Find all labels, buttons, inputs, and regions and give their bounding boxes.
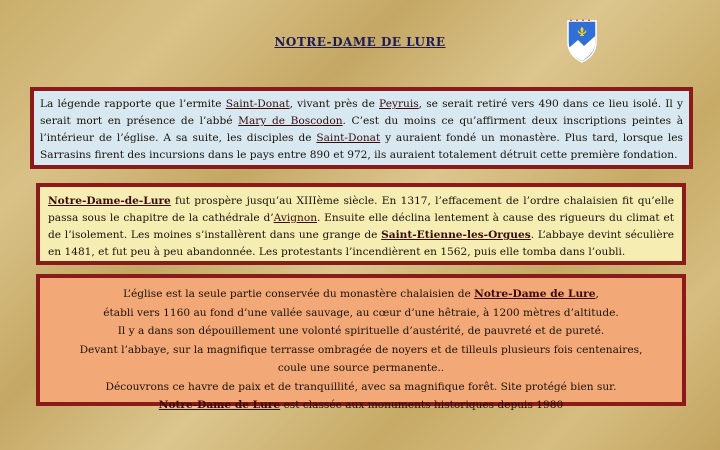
link-notre-dame-de-lure-3[interactable]: Notre-Dame de Lure	[158, 399, 281, 411]
text-segment: . C’est du moins ce qu’affirment deux inscriptions peintes à l’intérieur de l’église. A sa suite, les disciples de	[40, 115, 684, 144]
page-title: NOTRE-DAME DE LURE	[274, 35, 446, 49]
church-line: établi vers 1160 au fond d’une vallée sauvage, au cœur d’une hêtraie, à 1200 mètres d’altitude.	[103, 306, 619, 319]
church-line: Découvrons ce havre de paix et de tranquillité, avec sa magnifique forêt. Site protégé bien sur.	[105, 380, 617, 393]
text-segment: y auraient fondé un monastère. Plus tard, lorsque les Sarrasins firent des incursions dans le pays entre 890 et 972, ils auraient totalement détruit cette première fondation.	[40, 132, 683, 161]
history-text	[48, 193, 674, 261]
link-mary-de-boscodon[interactable]: Mary de Boscodon	[238, 115, 343, 127]
link-notre-dame-de-lure-2[interactable]: Notre-Dame de Lure	[474, 288, 596, 300]
text-segment: , se serait retiré vers 490 dans ce lieu isolé. Il y serait mort en présence de l’abbé	[40, 98, 683, 127]
church-line: coule une source permanente..	[277, 362, 445, 374]
link-avignon[interactable]: Avignon	[273, 212, 318, 224]
church-panel	[36, 274, 686, 411]
link-notre-dame-de-lure[interactable]: Notre-Dame-de-Lure	[48, 195, 171, 207]
legend-panel	[30, 87, 693, 169]
text-segment: ,	[595, 288, 599, 300]
link-saint-etienne-les-orgues[interactable]: Saint-Etienne-les-Orgues	[381, 229, 531, 241]
church-line: Il y a dans son dépouillement une volonté spirituelle d’austérité, de pauvreté et de pureté.	[117, 325, 605, 337]
legend-text	[40, 96, 683, 164]
church-line: Devant l’abbaye, sur la magnifique terrasse ombragée de noyers et de tilleuls plusieurs fois centenaires,	[79, 343, 643, 356]
text-segment: est classée aux monuments historiques depuis 1980	[280, 399, 564, 411]
text-segment: . L’abbaye devint séculière en 1481, et fut peu à peu abandonnée. Les protestants l’incendièrent en 1562, puis elle tomba dans l’oubli.	[48, 229, 674, 258]
church-line	[48, 396, 674, 415]
text-segment: fut prospère jusqu’au XIIIème siècle. En 1317, l’effacement de l’ordre chalaisien fit qu’elle passa sous le chapitre de la cathédrale d’	[48, 195, 674, 224]
text-segment: , vivant près de	[289, 98, 380, 110]
link-saint-donat[interactable]: Saint-Donat	[225, 98, 290, 110]
text-segment: La légende rapporte que l’ermite	[40, 98, 226, 110]
link-saint-donat-2[interactable]: Saint-Donat	[316, 132, 381, 144]
link-peyruis[interactable]: Peyruis	[379, 98, 419, 110]
text-segment: . Ensuite elle déclina lentement à cause des rigueurs du climat et de l’isolement. Les moines s’installèrent dans une grange de	[48, 212, 674, 241]
history-panel	[36, 183, 686, 265]
church-line	[48, 285, 674, 304]
text-segment: L’église est la seule partie conservée du monastère chalaisien de	[123, 288, 475, 300]
coat-of-arms-shield-icon	[566, 18, 598, 63]
